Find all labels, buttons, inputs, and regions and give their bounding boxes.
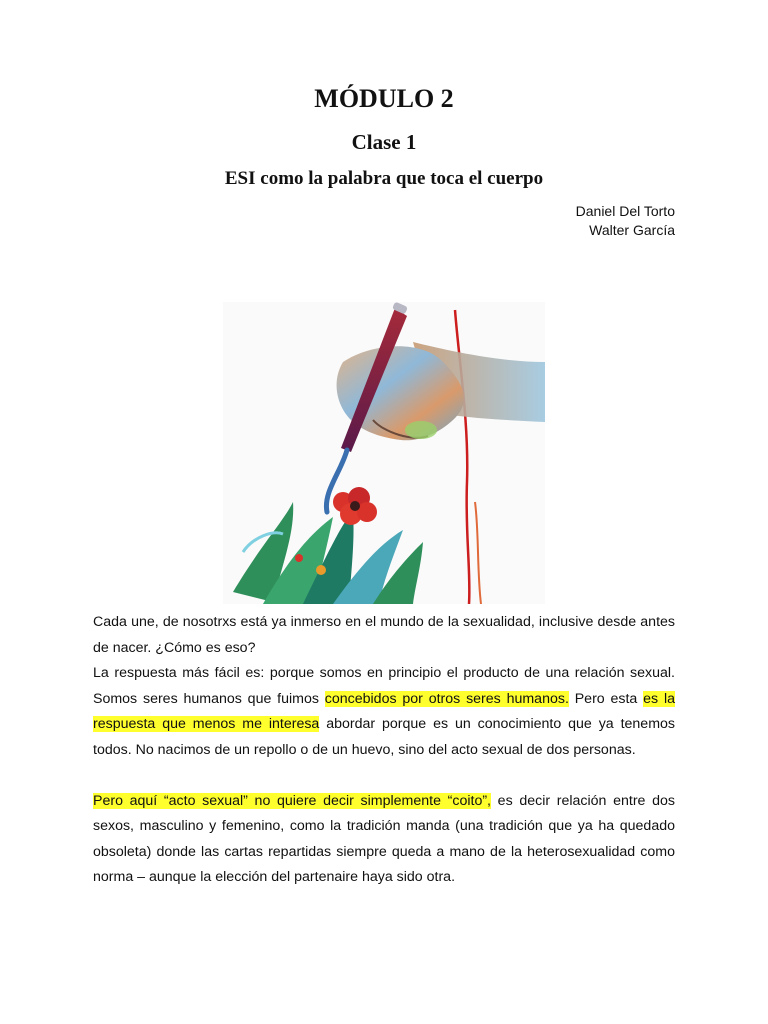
body-text — [93, 610, 675, 891]
text-run: Pero esta — [568, 690, 644, 707]
highlighted-text: concebidos por otros seres humanos. — [324, 690, 569, 707]
flower-icon — [333, 487, 377, 525]
author-name: Walter García — [589, 222, 675, 238]
paragraph — [93, 789, 675, 891]
paragraph: Cada une, de nosotrxs está ya inmerso en el mundo de la sexualidad, inclusive desde antes de nacer. ¿Cómo es eso? — [93, 614, 675, 656]
authors-block — [576, 202, 675, 240]
text-run: La respuesta más fácil es: porque somos en principio el producto de una relación sexual. Somos seres humanos que fuimos — [93, 665, 675, 707]
author-name: Daniel Del Torto — [575, 203, 675, 219]
illustration-hand-brush — [223, 302, 545, 604]
module-title: MÓDULO 2 — [314, 84, 454, 113]
section-heading: ESI como la palabra que toca el cuerpo — [224, 168, 544, 189]
highlighted-text: Pero aquí “acto sexual” no quiere decir simplemente “coito”, — [93, 792, 491, 809]
highlighted-text: es la respuesta que menos me interesa — [93, 690, 675, 732]
text-run: es decir relación entre dos sexos, masculino y femenino, como la tradición manda (una tradición que ya ha quedado obsoleta) donde las cartas repartidas siempre queda a mano de la heterosexualidad como norma – aunque la elección del partenaire haya sido otra. — [93, 792, 675, 885]
class-subtitle: Clase 1 — [351, 130, 417, 154]
painted-hand-with-brush-icon — [223, 302, 545, 604]
text-run: abordar porque es un conocimiento que ya tenemos todos. No nacimos de un repollo o de un huevo, sino del acto sexual de dos personas. — [93, 716, 675, 758]
paragraph — [93, 661, 675, 763]
